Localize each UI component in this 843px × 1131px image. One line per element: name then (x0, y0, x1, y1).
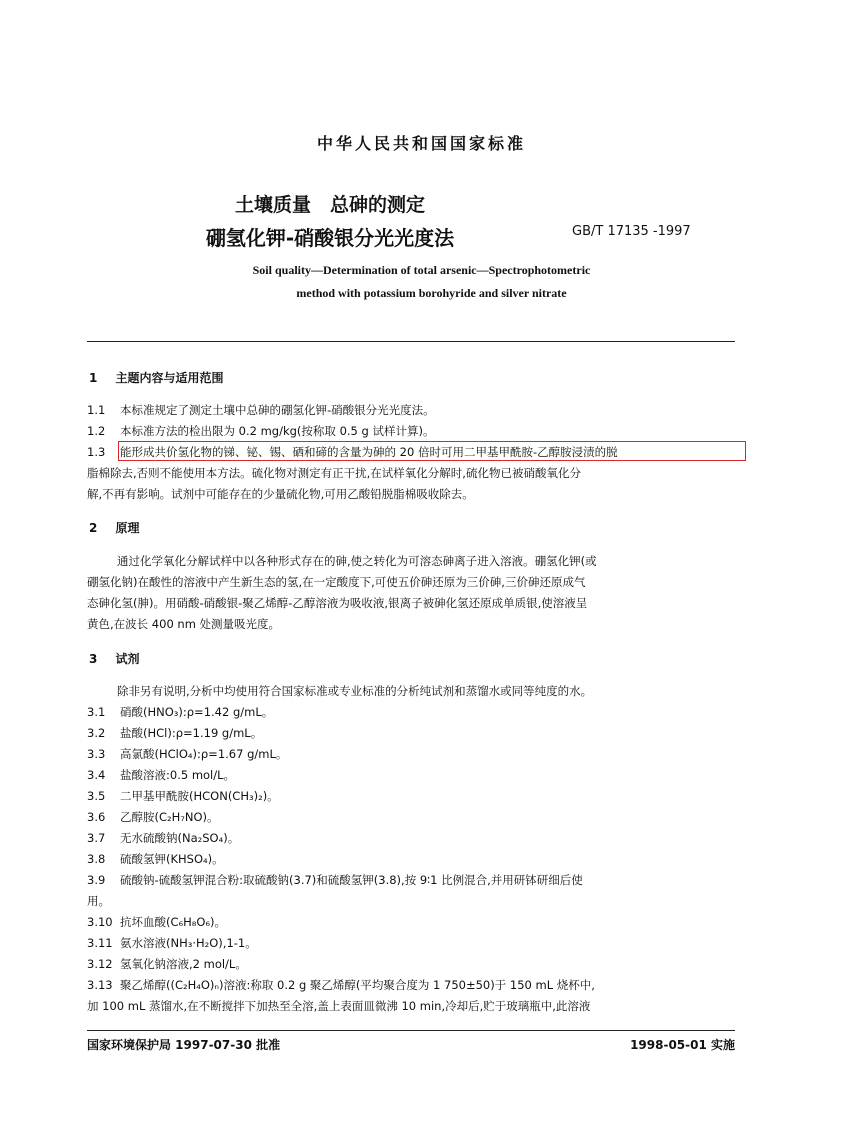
section-number: 1 (89, 371, 98, 385)
clause-3-13 (87, 977, 595, 993)
clause-number: 3.5 (87, 789, 106, 803)
clause-number: 3.8 (87, 852, 106, 866)
clause-number: 3.12 (87, 957, 113, 971)
clause-1-3-cont-2: 解,不再有影响。试剂中可能存在的少量硫化物,可用乙酸铅脱脂棉吸收除去。 (87, 487, 474, 501)
clause-3-8 (87, 851, 224, 867)
clause-text: 本标准规定了测定土壤中总砷的硼氢化钾-硝酸银分光光度法。 (120, 403, 435, 417)
clause-3-13-cont: 加 100 mL 蒸馏水,在不断搅拌下加热至全溶,盖上表面皿微沸 10 min,冷却后,贮于玻璃瓶中,此溶液 (87, 999, 591, 1013)
clause-3-3 (87, 746, 287, 762)
section-title: 试剂 (115, 652, 140, 666)
clause-number: 3.4 (87, 768, 106, 782)
clause-text: 氨水溶液(NH₃·H₂O),1-1。 (120, 936, 257, 950)
clause-text: 聚乙烯醇((C₂H₄O)ₙ)溶液:称取 0.2 g 聚乙烯醇(平均聚合度为 1 750±50)于 150 mL 烧杯中, (120, 978, 595, 992)
section-title: 主题内容与适用范围 (115, 371, 224, 385)
english-title-line-1: Soil quality—Determination of total arsenic—Spectrophotometric (252, 263, 591, 277)
clause-3-2 (87, 725, 262, 741)
clause-text: 硫酸钠-硫酸氢钾混合粉:取硫酸钠(3.7)和硫酸氢钾(3.8),按 9∶1 比例混合,并用研钵研细后使 (120, 873, 583, 887)
section-3-heading (89, 650, 140, 667)
clause-3-1 (87, 704, 273, 720)
clause-3-4 (87, 767, 235, 783)
clause-number: 3.1 (87, 705, 106, 719)
section-number: 3 (89, 652, 98, 666)
clause-number: 3.10 (87, 915, 113, 929)
clause-text: 本标准方法的检出限为 0.2 mg/kg(按称取 0.5 g 试样计算)。 (120, 424, 435, 438)
section-title: 原理 (115, 521, 140, 535)
principle-line-4: 黄色,在波长 400 nm 处测量吸光度。 (87, 617, 281, 631)
clause-text: 无水硫酸钠(Na₂SO₄)。 (120, 831, 240, 845)
national-standard-header: 中华人民共和国国家标准 (316, 134, 526, 153)
clause-number: 1.1 (87, 403, 106, 417)
title-line-2: 硼氢化钾-硝酸银分光光度法 (205, 226, 455, 250)
approval-date: 国家环境保护局 1997-07-30 批准 (87, 1038, 281, 1052)
highlight-box (118, 441, 746, 461)
clause-text: 盐酸(HCl):ρ=1.19 g/mL。 (120, 726, 263, 740)
clause-text: 氢氧化钠溶液,2 mol/L。 (120, 957, 247, 971)
clause-1-3-cont-1: 脂棉除去,否则不能使用本方法。硫化物对测定有正干扰,在试样氧化分解时,硫化物已被硝酸氧化分 (87, 466, 581, 480)
clause-text: 硝酸(HNO₃):ρ=1.42 g/mL。 (120, 705, 274, 719)
section-1-heading (89, 369, 224, 386)
clause-text: 二甲基甲酰胺(HCON(CH₃)₂)。 (120, 789, 279, 803)
standard-code: GB/T 17135 -1997 (572, 224, 691, 239)
clause-3-7 (87, 830, 239, 846)
clause-3-12 (87, 956, 247, 972)
clause-text: 硫酸氢钾(KHSO₄)。 (120, 852, 224, 866)
clause-text: 乙醇胺(C₂H₇NO)。 (120, 810, 219, 824)
clause-3-9 (87, 872, 583, 888)
clause-number: 1.2 (87, 424, 106, 438)
implementation-date: 1998-05-01 实施 (630, 1038, 735, 1052)
title-line-1: 土壤质量 总砷的测定 (234, 194, 425, 216)
title-divider (87, 341, 735, 342)
clause-number: 3.3 (87, 747, 106, 761)
section-2-heading (89, 519, 140, 536)
clause-3-5 (87, 788, 279, 804)
footer-divider (87, 1030, 735, 1031)
principle-line-1: 通过化学氧化分解试样中以各种形式存在的砷,使之转化为可溶态砷离子进入溶液。硼氢化钾(或 (117, 554, 597, 568)
clause-3-11 (87, 935, 257, 951)
clause-number: 3.13 (87, 978, 113, 992)
clause-text: 抗坏血酸(C₆H₈O₆)。 (120, 915, 227, 929)
clause-number: 3.11 (87, 936, 113, 950)
clause-number: 3.6 (87, 810, 106, 824)
clause-number: 3.9 (87, 873, 106, 887)
clause-3-6 (87, 809, 219, 825)
clause-1-2 (87, 423, 434, 439)
clause-number: 3.2 (87, 726, 106, 740)
clause-number: 1.3 (87, 445, 106, 459)
clause-text: 能形成共价氢化物的锑、铋、锡、硒和碲的含量为砷的 20 倍时可用二甲基甲酰胺-乙醇胺浸渍的脱 (120, 445, 618, 459)
reagent-intro: 除非另有说明,分析中均使用符合国家标准或专业标准的分析纯试剂和蒸馏水或同等纯度的水。 (117, 684, 593, 698)
clause-3-10 (87, 914, 226, 930)
clause-3-9-cont: 用。 (87, 894, 110, 908)
clause-number: 3.7 (87, 831, 106, 845)
principle-line-2: 硼氢化钠)在酸性的溶液中产生新生态的氢,在一定酸度下,可使五价砷还原为三价砷,三价砷还原成气 (87, 575, 586, 589)
english-title-line-2: method with potassium borohyride and silver nitrate (296, 286, 567, 300)
clause-text: 高氯酸(HClO₄):ρ=1.67 g/mL。 (120, 747, 288, 761)
clause-1-1 (87, 402, 435, 418)
principle-line-3: 态砷化氢(胂)。用硝酸-硝酸银-聚乙烯醇-乙醇溶液为吸收液,银离子被砷化氢还原成单质银,使溶液呈 (87, 596, 588, 610)
clause-text: 盐酸溶液:0.5 mol/L。 (120, 768, 236, 782)
section-number: 2 (89, 521, 98, 535)
